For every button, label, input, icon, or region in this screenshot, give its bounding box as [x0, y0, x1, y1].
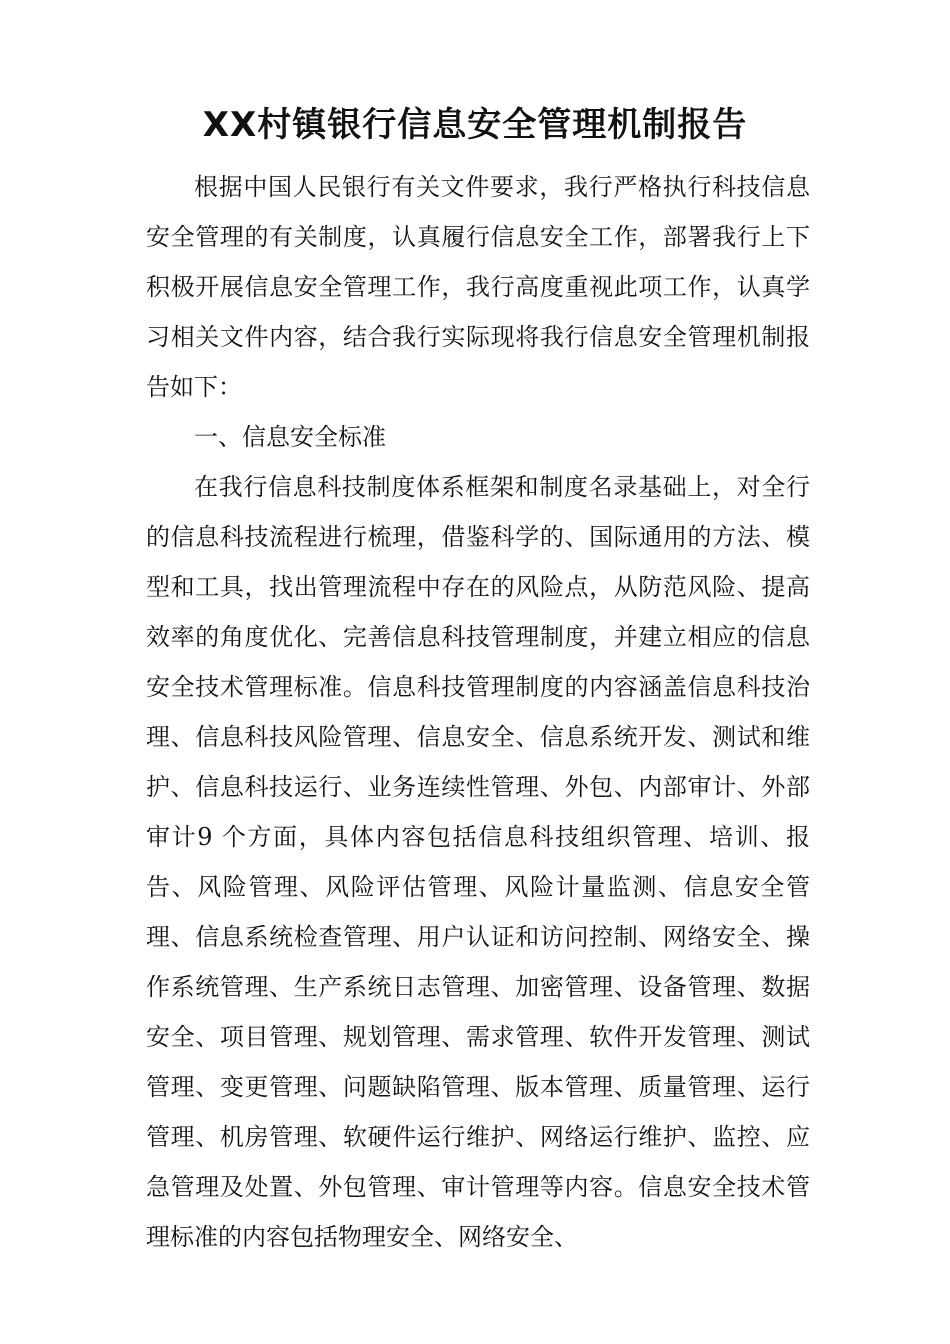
intro-paragraph: 根据中国人民银行有关文件要求，我行严格执行科技信息安全管理的有关制度，认真履行信息安全工作，部署我行上下积极开展信息安全管理工作，我行高度重视此项工作，认真学习相关文件内容，结合我行实际现将我行信息安全管理机制报告如下：: [146, 173, 810, 401]
section-1-paragraph: 在我行信息科技制度体系框架和制度名录基础上，对全行的信息科技流程进行梳理，借鉴科学的、国际通用的方法、模型和工具，找出管理流程中存在的风险点，从防范风险、提高效率的角度优化、完善信息科技管理制度，并建立相应的信息安全技术管理标准。信息科技管理制度的内容涵盖信息科技治理、信息科技风险管理、信息安全、信息系统开发、测试和维护、信息科技运行、业务连续性管理、外包、内部审计、外部审计9 个方面，具体内容包括信息科技组织管理、培训、报告、风险管理、风险评估管理、风险计量监测、信息安全管理、信息系统检查管理、用户认证和访问控制、网络安全、操作系统管理、生产系统日志管理、加密管理、设备管理、数据安全、项目管理、规划管理、需求管理、软件开发管理、测试管理、变更管理、问题缺陷管理、版本管理、质量管理、运行管理、机房管理、软硬件运行维护、网络运行维护、监控、应急管理及处置、外包管理、审计管理等内容。信息安全技术管理标准的内容包括物理安全、网络安全、: [146, 473, 810, 1251]
section-heading-1: 一、信息安全标准: [194, 423, 386, 451]
document-body: [146, 162, 810, 1262]
document-title: XX村镇银行信息安全管理机制报告: [202, 105, 748, 145]
